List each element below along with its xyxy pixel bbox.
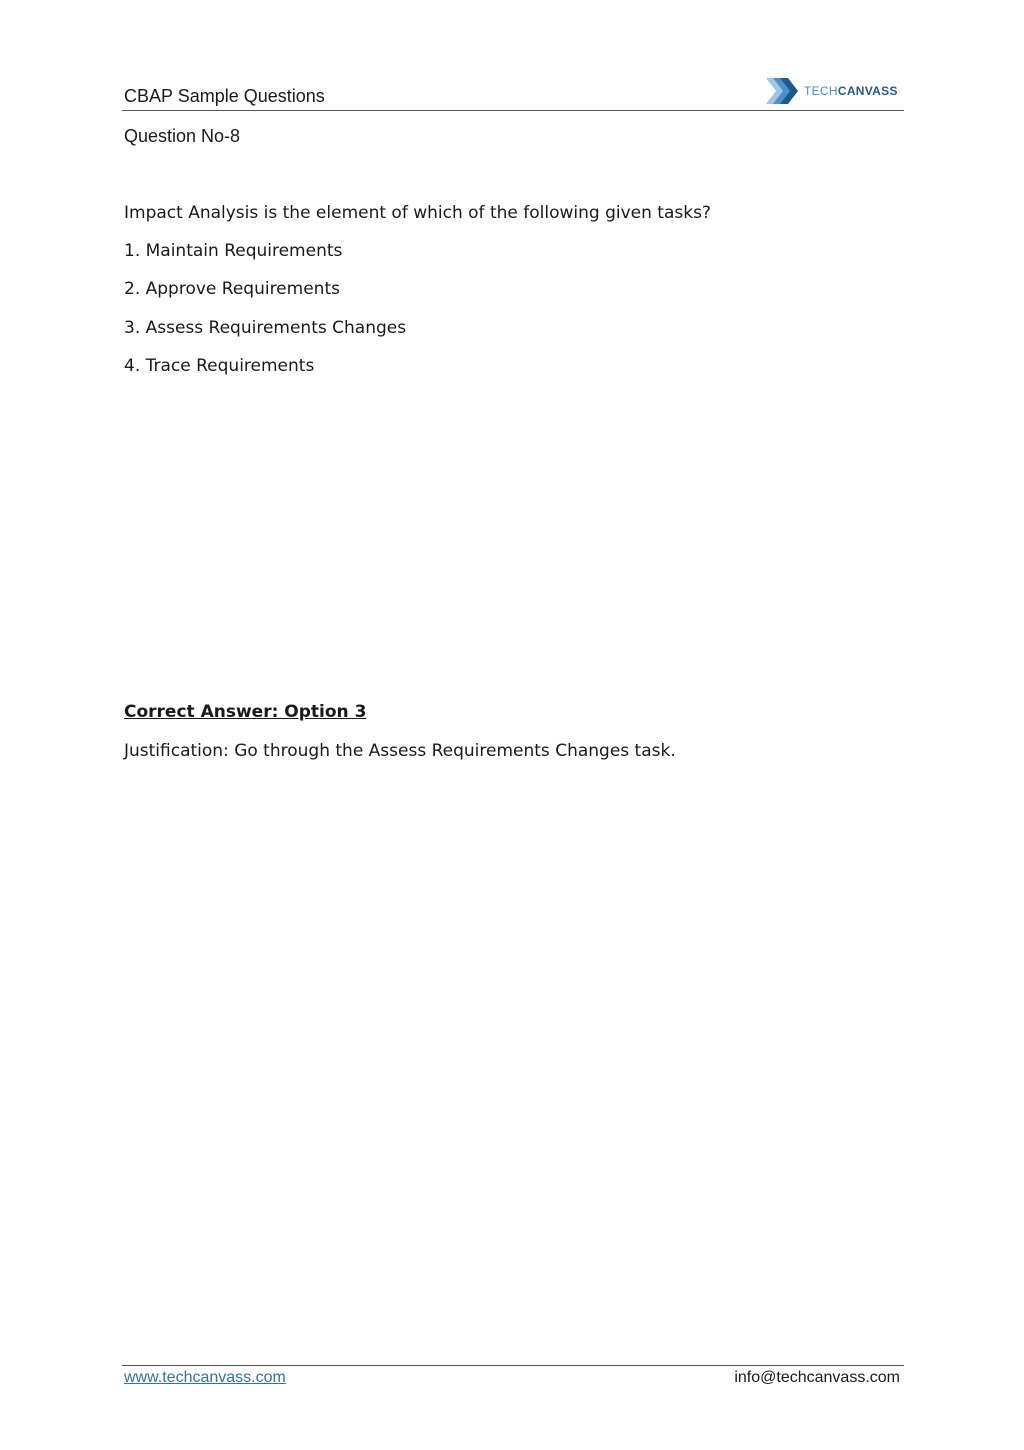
website-link[interactable]: www.techcanvass.com xyxy=(124,1369,286,1386)
option-item: 2. Approve Requirements xyxy=(124,279,340,299)
justification-text: Justification: Go through the Assess Requirements Changes task. xyxy=(124,741,676,761)
footer-divider xyxy=(122,1365,904,1366)
option-item: 3. Assess Requirements Changes xyxy=(124,318,407,338)
question-text: Impact Analysis is the element of which of the following given tasks? xyxy=(124,203,711,223)
option-item: 1. Maintain Requirements xyxy=(124,241,343,261)
techcanvass-logo xyxy=(764,74,904,108)
logo-text-tech: TECH xyxy=(804,84,838,98)
logo-wordmark xyxy=(804,85,898,97)
techcanvass-chevron-logo-icon xyxy=(764,76,800,106)
correct-answer: Correct Answer: Option 3 xyxy=(124,702,367,722)
logo-text-canvass: CANVASS xyxy=(837,84,898,98)
option-item: 4. Trace Requirements xyxy=(124,356,315,376)
contact-email: info@techcanvass.com xyxy=(734,1369,900,1386)
header-divider xyxy=(122,110,904,111)
question-number: Question No-8 xyxy=(124,126,241,146)
header-title: CBAP Sample Questions xyxy=(124,86,325,106)
